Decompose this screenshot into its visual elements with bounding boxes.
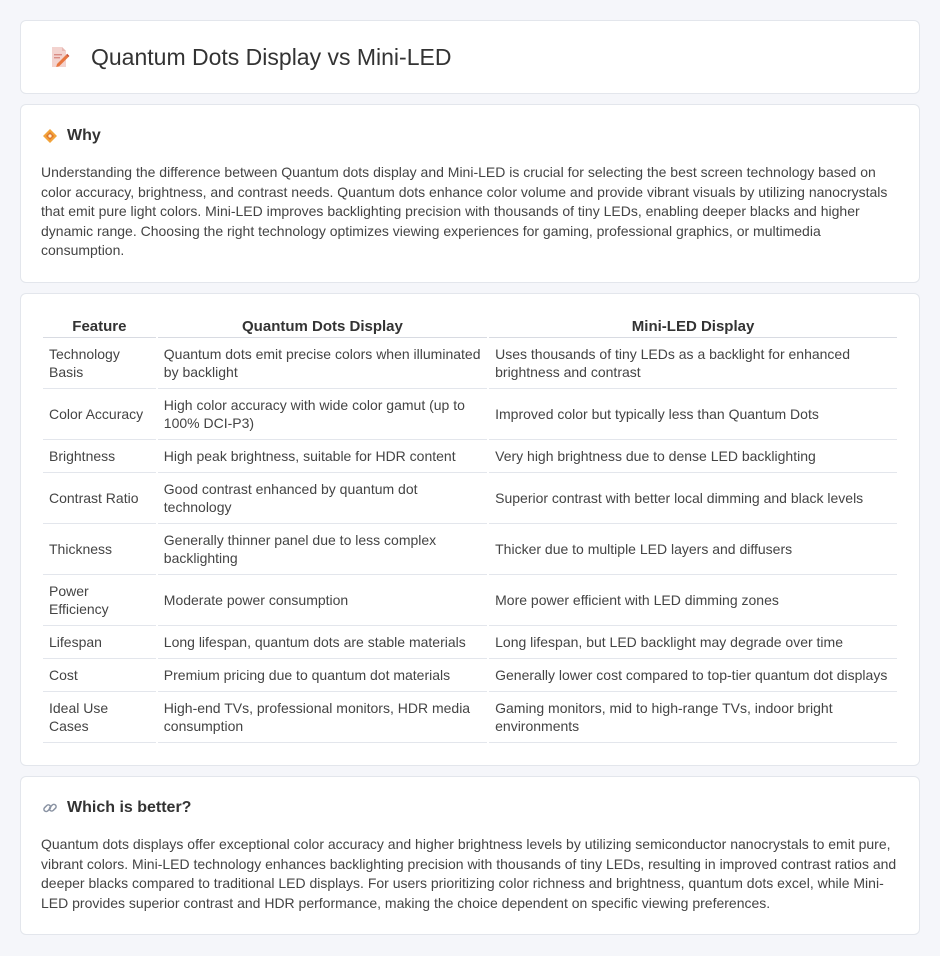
table-row (43, 389, 897, 440)
quantum-dots-cell: Quantum dots emit precise colors when illuminated by backlight (158, 338, 487, 389)
feature-cell: Technology Basis (43, 338, 156, 389)
which-is-better-section (20, 776, 920, 935)
feature-cell: Contrast Ratio (43, 473, 156, 524)
why-paragraph: Understanding the difference between Quantum dots display and Mini-LED is crucial for selecting the best screen technology based on color accuracy, brightness, and contrast needs. Quantum dots enhance color volume and provide vibrant visuals by utilizing nanocrystals that emit pure light colors. Mini-LED improves backlighting precision with thousands of tiny LEDs, enabling deeper blacks and higher dynamic range. Choosing the right technology optimizes viewing experiences for gaming, professional graphics, or multimedia consumption. (41, 164, 888, 259)
column-header: Feature (43, 316, 156, 338)
document-pencil-icon (47, 45, 71, 69)
quantum-dots-cell: Moderate power consumption (158, 575, 487, 626)
table-row (43, 524, 897, 575)
mini-led-cell: Uses thousands of tiny LEDs as a backlight for enhanced brightness and contrast (489, 338, 897, 389)
table-header-row (43, 316, 897, 338)
mini-led-cell: Gaming monitors, mid to high-range TVs, indoor bright environments (489, 692, 897, 743)
column-header: Quantum Dots Display (158, 316, 487, 338)
quantum-dots-cell: High peak brightness, suitable for HDR content (158, 440, 487, 473)
mini-led-cell: Generally lower cost compared to top-tier quantum dot displays (489, 659, 897, 692)
why-title: Why (67, 127, 101, 144)
quantum-dots-cell: High color accuracy with wide color gamut (up to 100% DCI-P3) (158, 389, 487, 440)
feature-cell: Ideal Use Cases (43, 692, 156, 743)
feature-cell: Brightness (43, 440, 156, 473)
mini-led-cell: More power efficient with LED dimming zones (489, 575, 897, 626)
table-row (43, 692, 897, 743)
feature-cell: Lifespan (43, 626, 156, 659)
quantum-dots-cell: Long lifespan, quantum dots are stable materials (158, 626, 487, 659)
comparison-table (41, 316, 899, 743)
table-row (43, 473, 897, 524)
feature-cell: Power Efficiency (43, 575, 156, 626)
quantum-dots-cell: Premium pricing due to quantum dot materials (158, 659, 487, 692)
quantum-dots-cell: Good contrast enhanced by quantum dot technology (158, 473, 487, 524)
table-row (43, 440, 897, 473)
diamond-warning-icon (41, 127, 59, 145)
better-title: Which is better? (67, 799, 192, 816)
why-section (20, 104, 920, 283)
mini-led-cell: Very high brightness due to dense LED backlighting (489, 440, 897, 473)
mini-led-cell: Thicker due to multiple LED layers and diffusers (489, 524, 897, 575)
table-row (43, 338, 897, 389)
comparison-section (20, 293, 920, 766)
feature-cell: Cost (43, 659, 156, 692)
mini-led-cell: Superior contrast with better local dimming and black levels (489, 473, 897, 524)
table-row (43, 659, 897, 692)
column-header: Mini-LED Display (489, 316, 897, 338)
quantum-dots-cell: Generally thinner panel due to less complex backlighting (158, 524, 487, 575)
feature-cell: Thickness (43, 524, 156, 575)
mini-led-cell: Improved color but typically less than Quantum Dots (489, 389, 897, 440)
page-header (20, 20, 920, 94)
link-icon (41, 799, 59, 817)
feature-cell: Color Accuracy (43, 389, 156, 440)
table-row (43, 626, 897, 659)
mini-led-cell: Long lifespan, but LED backlight may degrade over time (489, 626, 897, 659)
table-row (43, 575, 897, 626)
why-heading (41, 127, 899, 145)
quantum-dots-cell: High-end TVs, professional monitors, HDR media consumption (158, 692, 487, 743)
better-heading (41, 799, 899, 817)
page-title: Quantum Dots Display vs Mini-LED (91, 43, 452, 70)
better-paragraph: Quantum dots displays offer exceptional color accuracy and higher brightness levels by utilizing semiconductor nanocrystals to emit pure, vibrant colors. Mini-LED technology enhances backlighting precision with thousands of tiny LEDs, resulting in improved contrast ratios and deeper blacks compared to traditional LED displays. For users prioritizing color richness and brightness, quantum dots excel, while Mini-LED provides superior contrast and HDR performance, making the choice dependent on specific viewing preferences. (41, 836, 897, 911)
